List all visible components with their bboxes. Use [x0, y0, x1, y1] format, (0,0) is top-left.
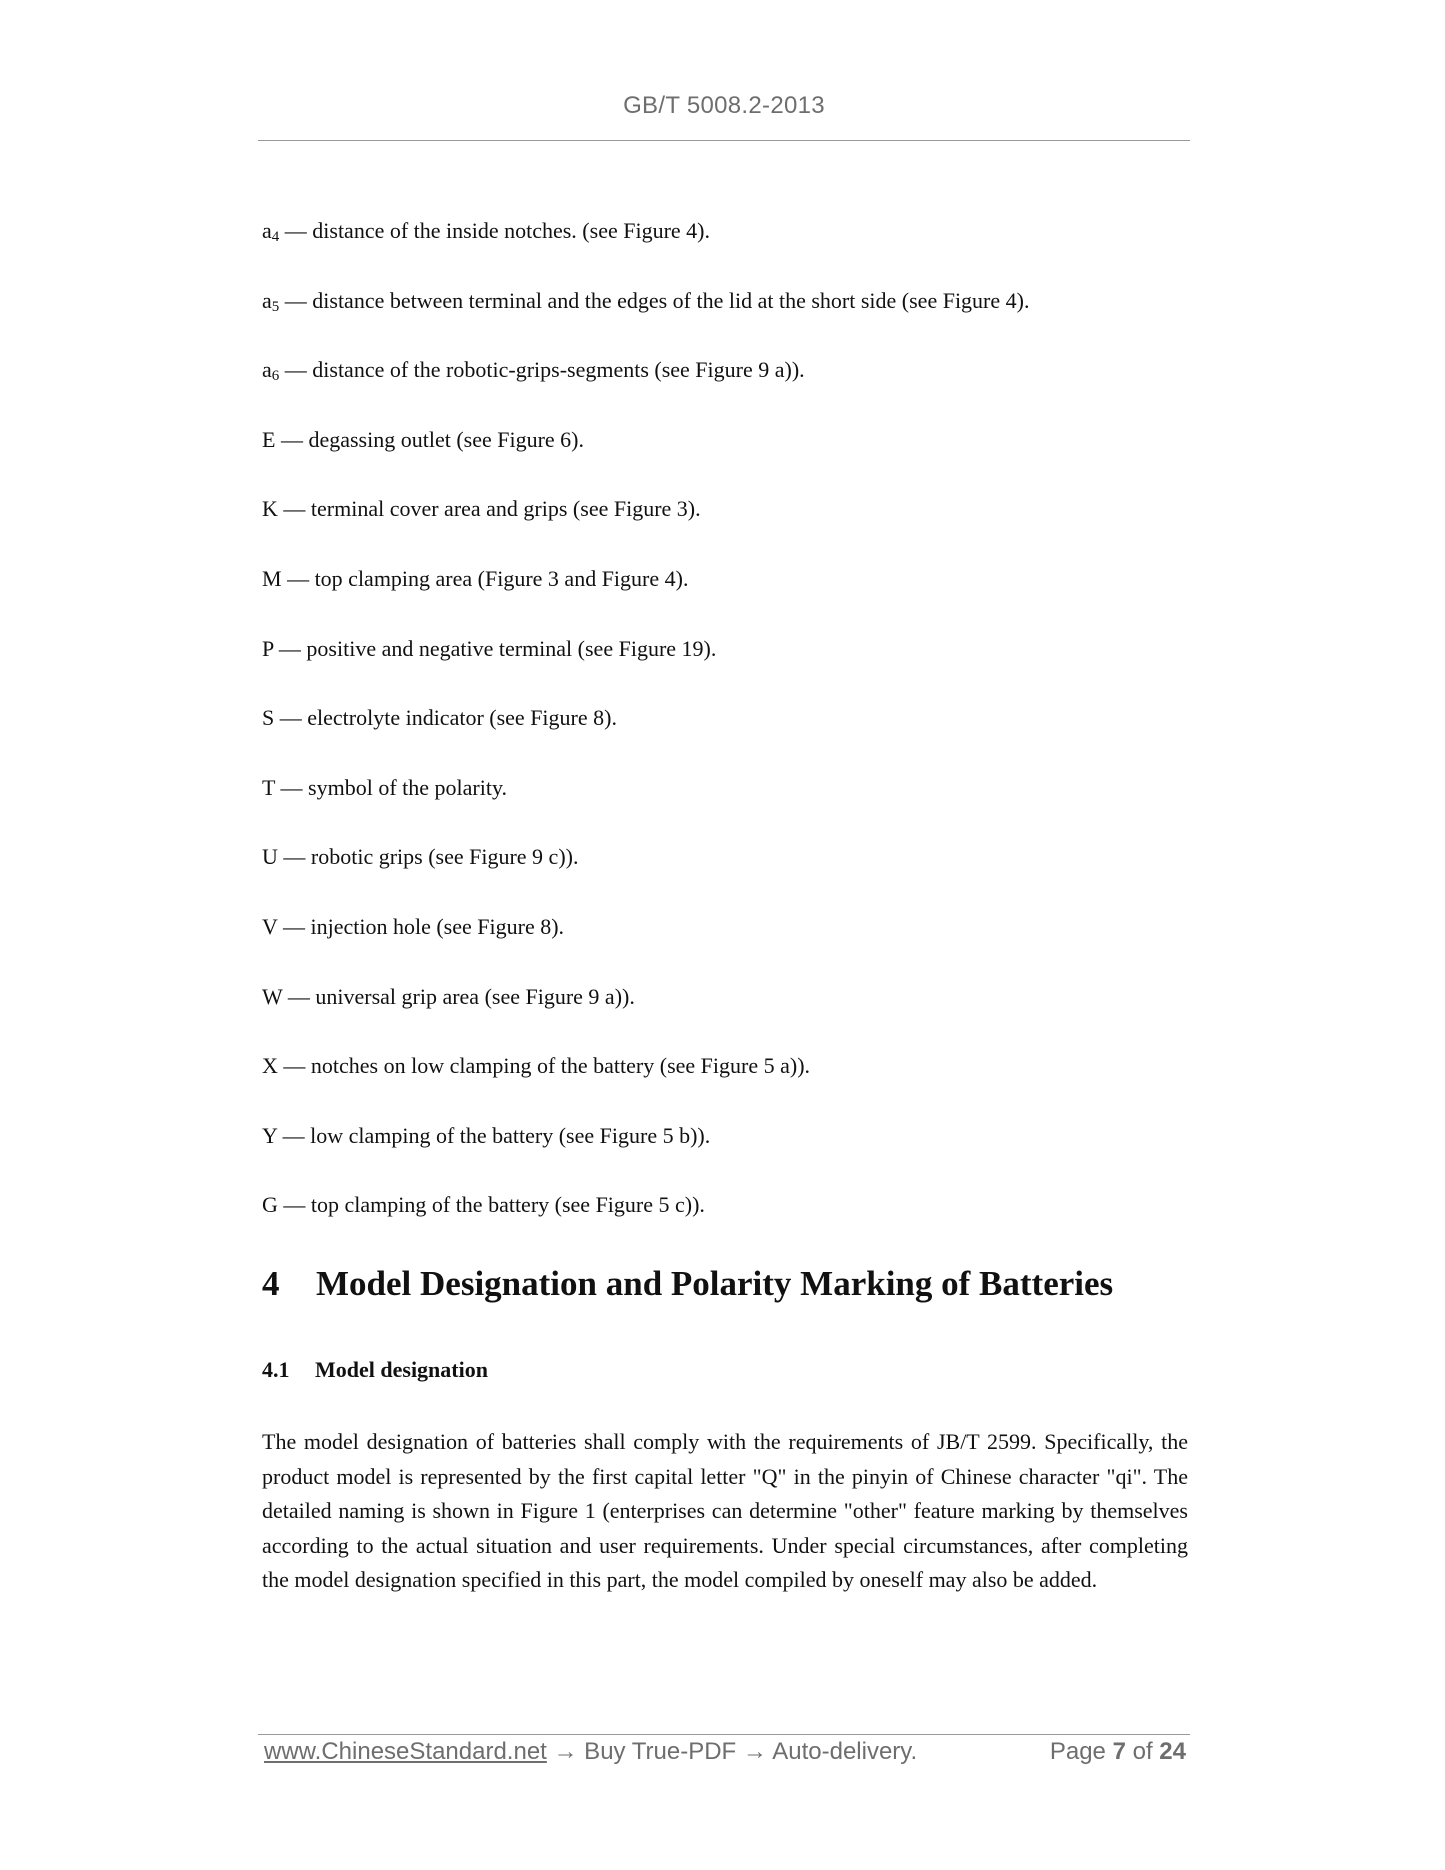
- definition-symbol: P: [262, 635, 274, 661]
- subsection-heading: [262, 1357, 488, 1383]
- definition-symbol: a: [262, 357, 272, 383]
- definition-symbol: K: [262, 496, 278, 522]
- definition-item: [262, 286, 1192, 356]
- definition-item: [262, 216, 1192, 286]
- definition-symbol: Y: [262, 1122, 278, 1148]
- definition-symbol: M: [262, 565, 282, 591]
- definition-item: [262, 982, 1192, 1052]
- definition-text: — top clamping of the battery (see Figure 5 c)).: [277, 1192, 705, 1218]
- definition-item: [262, 1121, 1192, 1191]
- definition-subscript: 5: [271, 298, 280, 315]
- definition-symbol: G: [262, 1192, 278, 1218]
- definition-item: [262, 773, 1192, 843]
- definition-symbol: T: [262, 774, 276, 800]
- subsection-number: 4.1: [262, 1357, 290, 1382]
- section-title: Model Designation and Polarity Marking of Batteries: [316, 1264, 1114, 1303]
- definition-symbol: S: [262, 705, 275, 731]
- definition-item: [262, 842, 1192, 912]
- page-header: GB/T 5008.2-2013: [623, 92, 825, 119]
- definition-text: — distance between terminal and the edges of the lid at the short side (see Figure 4).: [279, 287, 1030, 313]
- page-current: 7: [1112, 1738, 1126, 1765]
- definition-item: [262, 703, 1192, 773]
- definition-item: [262, 355, 1192, 425]
- section-number: 4: [262, 1264, 280, 1303]
- definition-subscript: 4: [271, 229, 280, 245]
- definition-text: — positive and negative terminal (see Figure 19).: [273, 635, 717, 661]
- definition-item: [262, 425, 1192, 495]
- definition-symbol: X: [262, 1053, 278, 1079]
- definition-symbol: W: [262, 983, 283, 1009]
- body-paragraph: The model designation of batteries shall comply with the requirements of JB/T 2599. Specifically, the product model is represented by the first capital letter "Q" in the pinyin of Chinese character "qi". The detailed naming is shown in Figure 1 (enterprises can determine "other" feature marking by themselves according to the actual situation and user requirements. Under special circumstances, after completing the model designation specified in this part, the model compiled by oneself may also be added.: [262, 1429, 1188, 1593]
- definition-symbol: a: [262, 218, 272, 243]
- definition-text: — symbol of the polarity.: [275, 774, 508, 800]
- section-heading: [262, 1264, 1113, 1304]
- page-label: Page: [1049, 1738, 1106, 1765]
- definition-item: [262, 912, 1192, 982]
- page-total: 24: [1159, 1738, 1186, 1765]
- definition-symbol: a: [262, 287, 272, 313]
- definition-item: [262, 1051, 1192, 1121]
- definition-symbol: U: [262, 844, 278, 870]
- definition-item: [262, 564, 1192, 634]
- definition-text: — robotic grips (see Figure 9 c)).: [277, 844, 579, 870]
- definition-symbol: V: [262, 913, 278, 939]
- definition-symbol: E: [262, 426, 276, 452]
- page-number: [1050, 1738, 1186, 1766]
- definition-subscript: 6: [271, 368, 280, 385]
- definition-text: — top clamping area (Figure 3 and Figure 4).: [281, 565, 689, 591]
- page-of-label: of: [1132, 1738, 1153, 1765]
- definition-text: — distance of the inside notches. (see Figure 4).: [279, 218, 710, 243]
- website-link[interactable]: www.ChineseStandard.net: [264, 1738, 547, 1765]
- definition-text: — distance of the robotic-grips-segments (see Figure 9 a)).: [279, 357, 805, 383]
- definition-item: [262, 634, 1192, 704]
- header-divider: [258, 140, 1190, 141]
- footer-promo: [264, 1738, 917, 1766]
- footer-tagline: → Buy True-PDF → Auto-delivery.: [546, 1738, 918, 1765]
- definition-text: — universal grip area (see Figure 9 a)).: [282, 983, 635, 1009]
- definition-text: — notches on low clamping of the battery (see Figure 5 a)).: [277, 1053, 811, 1079]
- definition-text: — terminal cover area and grips (see Figure 3).: [277, 496, 701, 522]
- page-footer: [264, 1738, 1186, 1766]
- symbol-definitions-list: [262, 216, 1192, 1260]
- footer-divider: [258, 1734, 1190, 1735]
- definition-item: [262, 494, 1192, 564]
- definition-item: [262, 1190, 1192, 1260]
- definition-text: — electrolyte indicator (see Figure 8).: [274, 705, 617, 731]
- subsection-title: Model designation: [315, 1357, 488, 1382]
- definition-text: — low clamping of the battery (see Figure 5 b)).: [277, 1122, 711, 1148]
- definition-text: — injection hole (see Figure 8).: [277, 913, 565, 939]
- definition-text: — degassing outlet (see Figure 6).: [275, 426, 585, 452]
